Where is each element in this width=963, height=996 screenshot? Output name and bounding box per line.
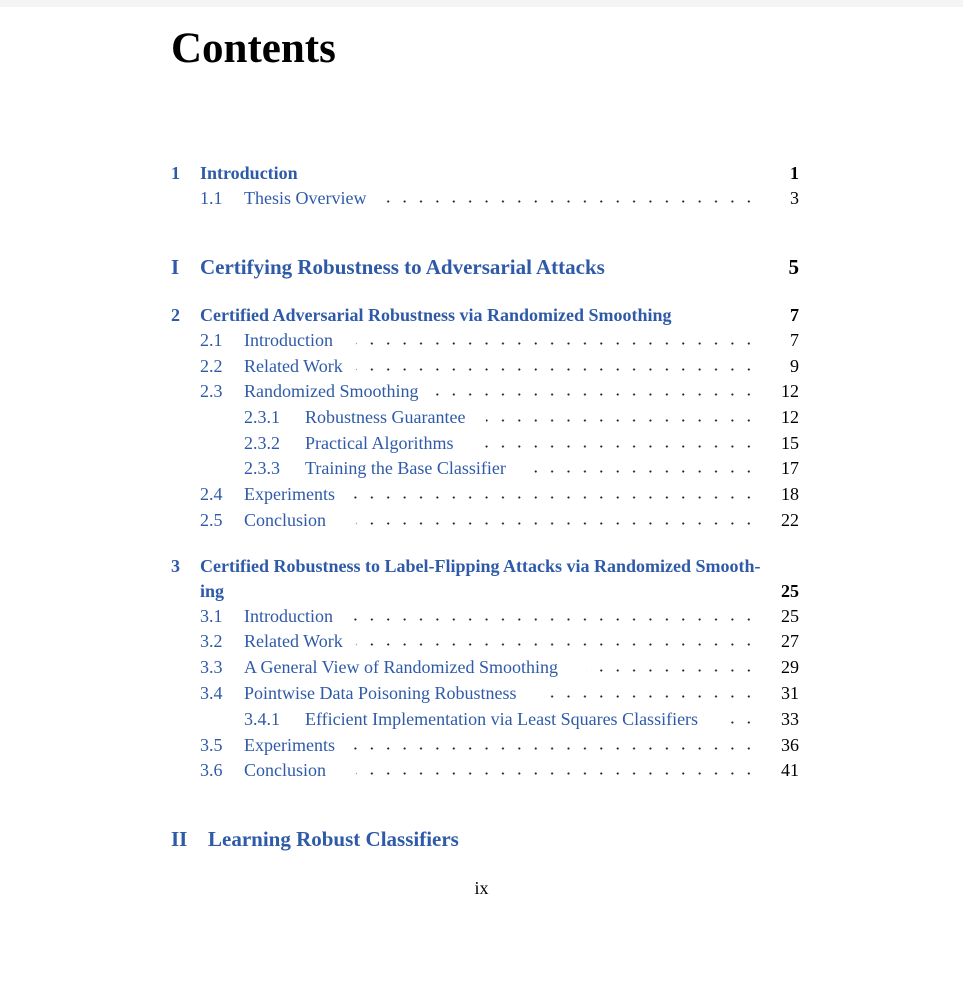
toc-link[interactable]: Efficient Implementation via Least Squares Classifiers bbox=[305, 709, 699, 729]
toc-chapter-2[interactable] bbox=[0, 303, 963, 327]
leader-dots bbox=[430, 393, 757, 396]
leader-dots bbox=[356, 368, 757, 371]
toc-page: 27 bbox=[781, 631, 799, 651]
toc-section-2-5[interactable] bbox=[0, 508, 963, 532]
leader-dots bbox=[347, 747, 757, 750]
toc-section-2-1[interactable] bbox=[0, 328, 963, 352]
toc-number: 3.2 bbox=[200, 631, 223, 651]
toc-section-3-1[interactable] bbox=[0, 604, 963, 628]
toc-subsection-2-3-2[interactable] bbox=[0, 431, 963, 455]
toc-page: 3 bbox=[790, 188, 799, 208]
toc-link[interactable]: Conclusion bbox=[244, 510, 327, 530]
toc-link[interactable]: Pointwise Data Poisoning Robustness bbox=[244, 683, 517, 703]
toc-number: 2.3.1 bbox=[244, 407, 280, 427]
toc-link[interactable]: Introduction bbox=[244, 606, 333, 626]
toc-page: 17 bbox=[781, 458, 799, 478]
toc-link[interactable]: Experiments bbox=[244, 735, 335, 755]
toc-section-3-6[interactable] bbox=[0, 758, 963, 782]
toc-link[interactable]: Certified Adversarial Robustness via Randomized Smoothing bbox=[200, 305, 672, 325]
toc-page: 12 bbox=[781, 407, 799, 427]
toc-section-2-2[interactable] bbox=[0, 354, 963, 378]
leader-dots bbox=[356, 772, 757, 775]
toc-link[interactable]: A General View of Randomized Smoothing bbox=[244, 657, 559, 677]
toc-page: 25 bbox=[781, 606, 799, 626]
toc-number: 3.6 bbox=[200, 760, 223, 780]
toc-section-2-3[interactable] bbox=[0, 379, 963, 403]
toc-page: 15 bbox=[781, 433, 799, 453]
toc-page: 31 bbox=[781, 683, 799, 703]
toc-link[interactable]: Introduction bbox=[200, 163, 298, 183]
leader-dots bbox=[356, 522, 757, 525]
toc-page: 7 bbox=[790, 305, 799, 325]
toc-number: 2.3.2 bbox=[244, 433, 280, 453]
toc-subsection-3-4-1[interactable] bbox=[0, 707, 963, 731]
toc-page: 33 bbox=[781, 709, 799, 729]
leader-dots bbox=[384, 200, 757, 203]
leader-dots bbox=[530, 470, 757, 473]
leader-dots bbox=[347, 618, 757, 621]
toc-page: 1 bbox=[790, 163, 799, 183]
page-title: Contents bbox=[171, 25, 336, 72]
toc-number: 3.5 bbox=[200, 735, 223, 755]
toc-number: 2.3 bbox=[200, 381, 223, 401]
toc-page: 7 bbox=[790, 330, 799, 350]
toc-subsection-2-3-3[interactable] bbox=[0, 456, 963, 480]
toc-link[interactable]: Training the Base Classifier bbox=[305, 458, 506, 478]
toc-number: I bbox=[171, 255, 180, 279]
toc-link[interactable]: Robustness Guarantee bbox=[305, 407, 466, 427]
toc-number: II bbox=[171, 827, 188, 851]
toc-link[interactable]: Related Work bbox=[244, 631, 343, 651]
toc-page: 9 bbox=[790, 356, 799, 376]
toc-section-1-1[interactable] bbox=[0, 186, 963, 210]
toc-number: 2.1 bbox=[200, 330, 223, 350]
toc-number: 2.3.3 bbox=[244, 458, 280, 478]
toc-chapter-3-continued[interactable] bbox=[0, 579, 963, 603]
toc-page: 5 bbox=[788, 255, 799, 279]
toc-number: 3.3 bbox=[200, 657, 223, 677]
toc-page: 22 bbox=[781, 510, 799, 530]
toc-number: 3.4 bbox=[200, 683, 223, 703]
toc-subsection-2-3-1[interactable] bbox=[0, 405, 963, 429]
toc-part-i[interactable] bbox=[0, 255, 963, 279]
leader-dots bbox=[731, 721, 757, 724]
toc-link[interactable]: Experiments bbox=[244, 484, 335, 504]
toc-part-ii[interactable] bbox=[0, 827, 963, 851]
leader-dots bbox=[545, 695, 757, 698]
toc-link[interactable]: Certifying Robustness to Adversarial Attacks bbox=[200, 255, 605, 279]
leader-dots bbox=[347, 496, 757, 499]
toc-link[interactable]: Randomized Smoothing bbox=[244, 381, 419, 401]
toc-page: 25 bbox=[781, 581, 799, 601]
toc-page: 41 bbox=[781, 760, 799, 780]
toc-number: 1 bbox=[171, 163, 180, 183]
toc-number: 2.4 bbox=[200, 484, 223, 504]
leader-dots bbox=[356, 643, 757, 646]
toc-number: 3 bbox=[171, 556, 180, 576]
toc-link[interactable]: Certified Robustness to Label-Flipping Attacks via Randomized Smooth- bbox=[200, 556, 761, 576]
toc-section-3-5[interactable] bbox=[0, 733, 963, 757]
toc-page: 12 bbox=[781, 381, 799, 401]
toc-number: 2 bbox=[171, 305, 180, 325]
toc-chapter-3[interactable] bbox=[0, 554, 963, 578]
toc-page: 29 bbox=[781, 657, 799, 677]
toc-chapter-1[interactable] bbox=[0, 161, 963, 185]
toc-link[interactable]: Practical Algorithms bbox=[305, 433, 454, 453]
toc-section-3-3[interactable] bbox=[0, 655, 963, 679]
toc-number: 2.2 bbox=[200, 356, 223, 376]
toc-section-3-4[interactable] bbox=[0, 681, 963, 705]
toc-section-2-4[interactable] bbox=[0, 482, 963, 506]
toc-link[interactable]: Introduction bbox=[244, 330, 333, 350]
toc-link[interactable]: Related Work bbox=[244, 356, 343, 376]
toc-link[interactable]: Learning Robust Classifiers bbox=[208, 827, 459, 851]
toc-number: 3.1 bbox=[200, 606, 223, 626]
toc-link[interactable]: Thesis Overview bbox=[244, 188, 367, 208]
leader-dots bbox=[475, 445, 757, 448]
leader-dots bbox=[486, 419, 757, 422]
leader-dots bbox=[586, 669, 757, 672]
toc-link[interactable]: Conclusion bbox=[244, 760, 327, 780]
page-number: ix bbox=[474, 878, 489, 898]
toc-number: 3.4.1 bbox=[244, 709, 280, 729]
toc-link[interactable]: ing bbox=[200, 581, 225, 601]
toc-section-3-2[interactable] bbox=[0, 629, 963, 653]
toc-number: 1.1 bbox=[200, 188, 223, 208]
toc-number: 2.5 bbox=[200, 510, 223, 530]
toc-page: 36 bbox=[781, 735, 799, 755]
toc-page: 18 bbox=[781, 484, 799, 504]
leader-dots bbox=[356, 342, 757, 345]
top-bar bbox=[0, 0, 963, 7]
